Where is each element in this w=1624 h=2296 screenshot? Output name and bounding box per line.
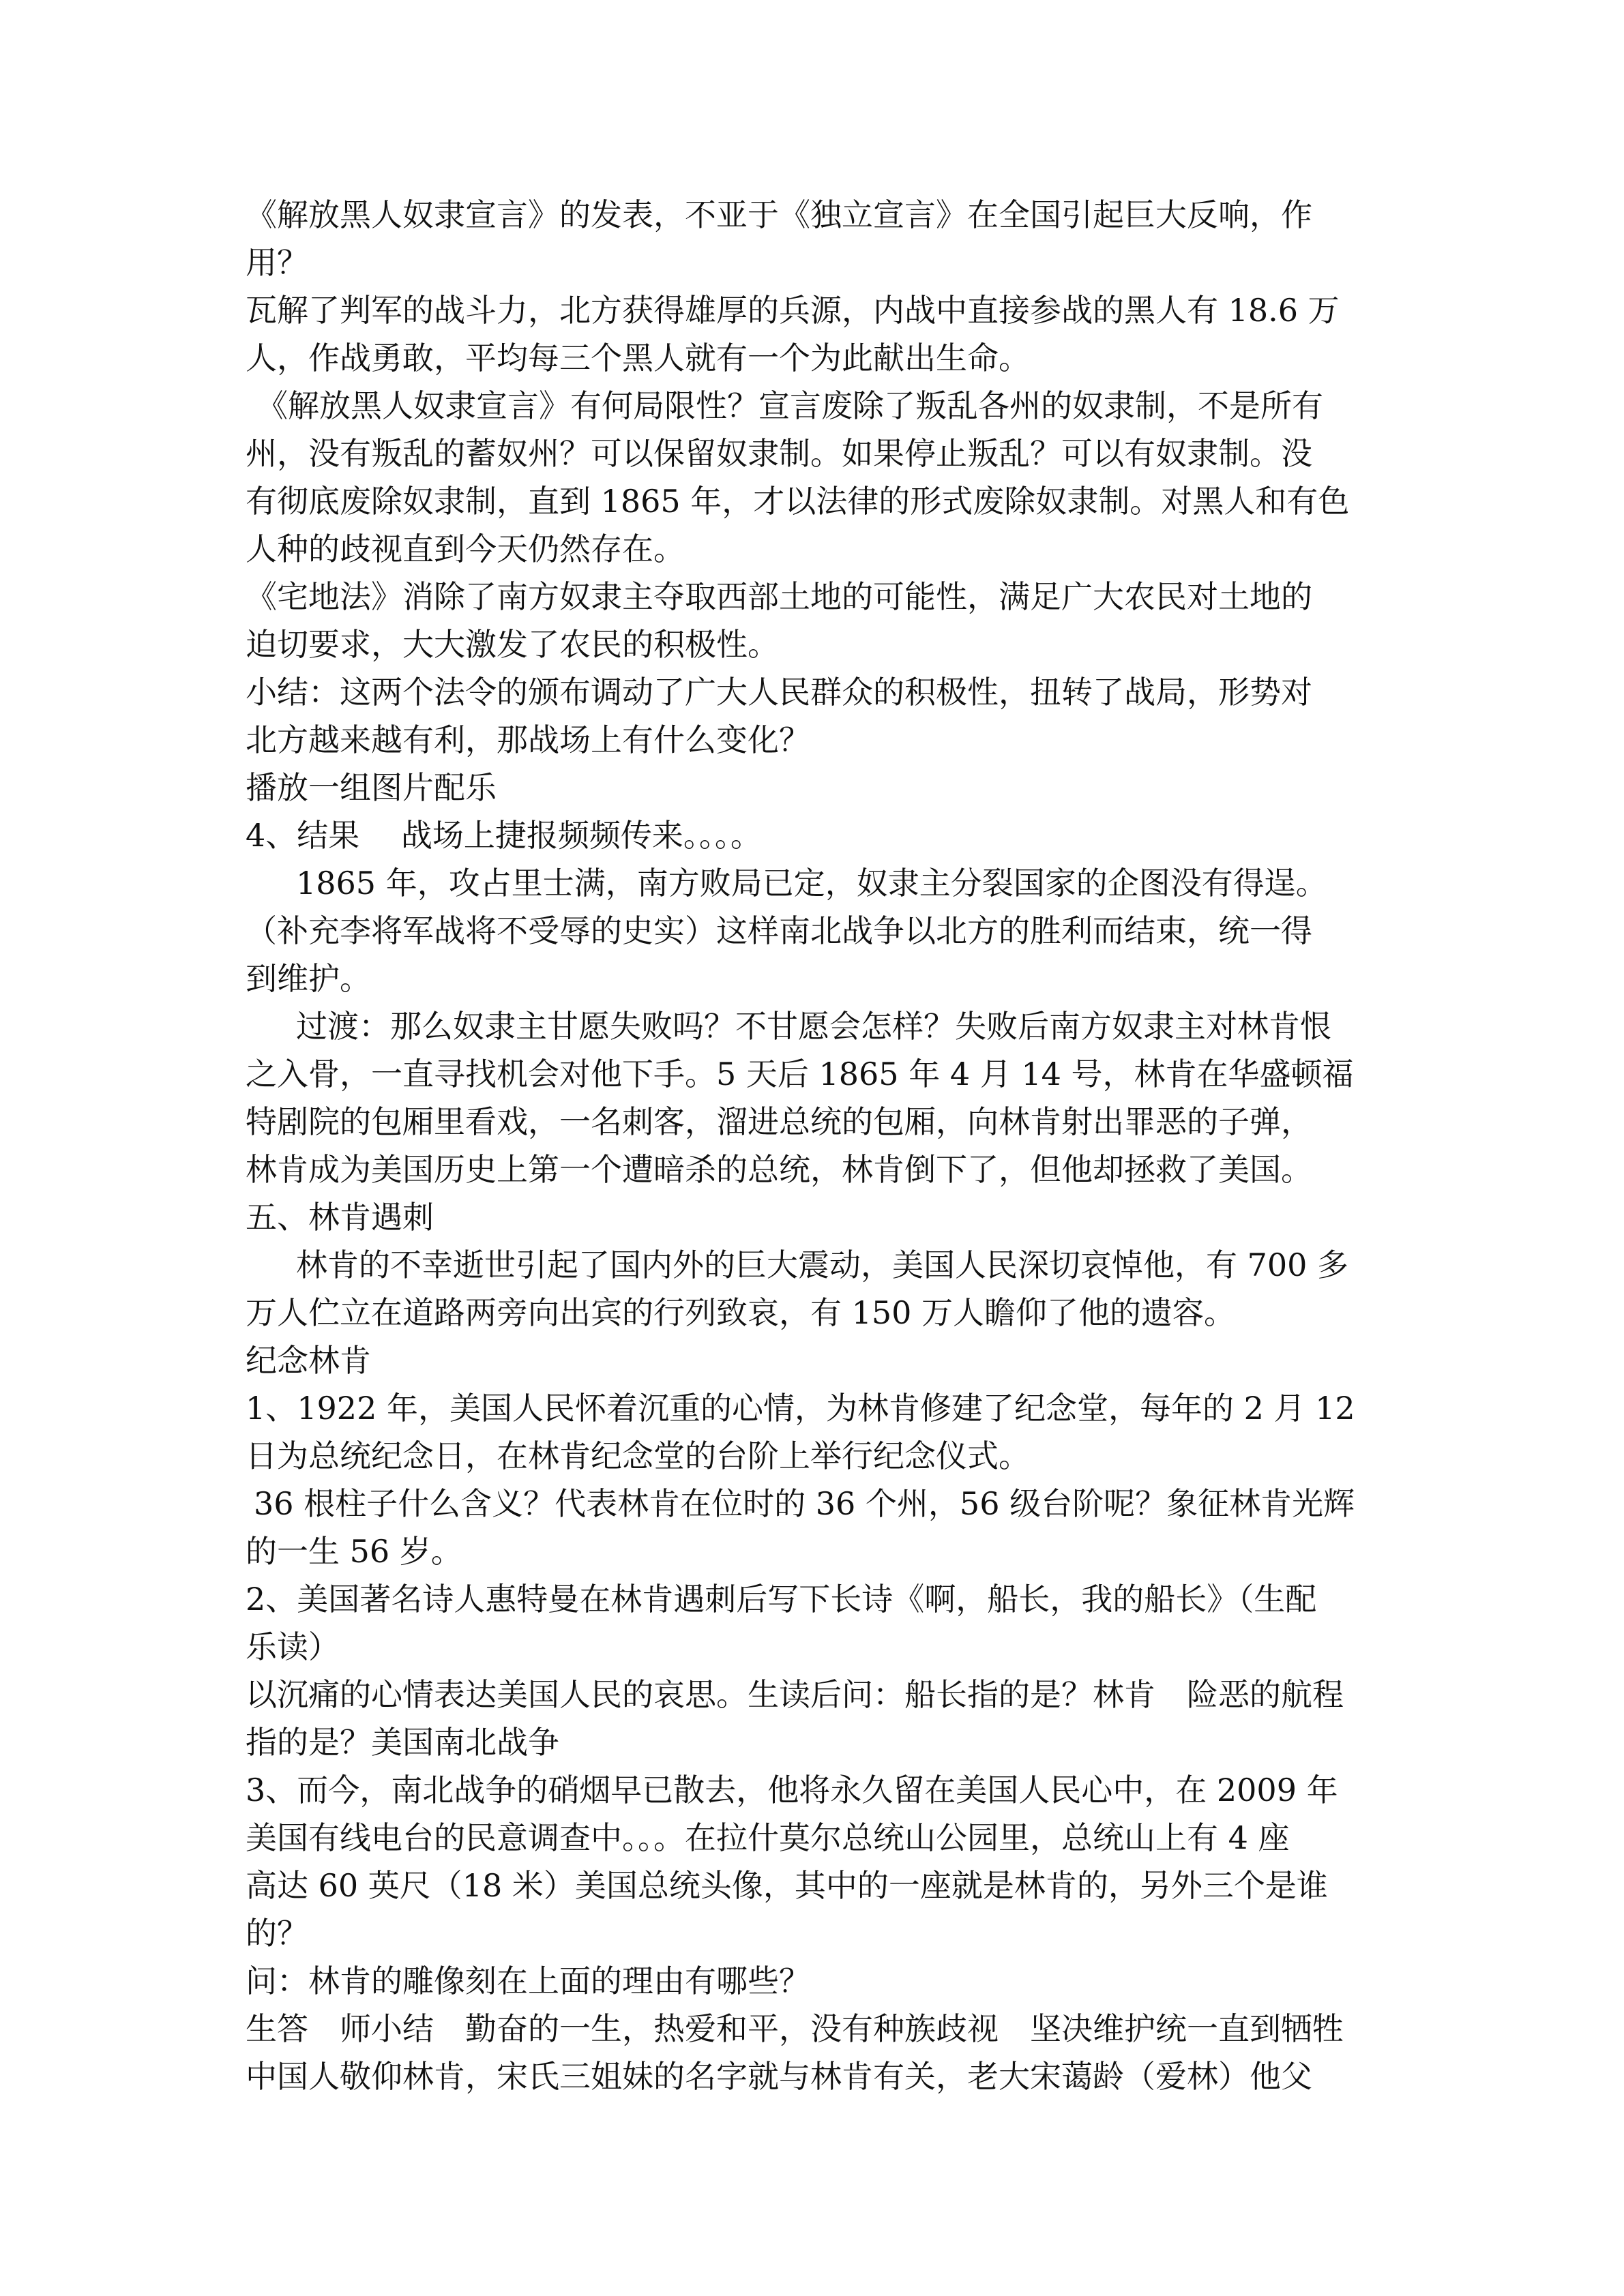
- text-line: 之入骨，一直寻找机会对他下手。5 天后 1865 年 4 月 14 号，林肯在华盛顿福: [246, 1056, 1354, 1092]
- text-line: 《宅地法》消除了南方奴隶主夺取西部土地的可能性，满足广大农民对土地的: [246, 578, 1312, 615]
- text-line: 《解放黑人奴隶宣言》有何局限性？宣言废除了叛乱各州的奴隶制，不是所有: [256, 387, 1323, 424]
- text-line: 州，没有叛乱的蓄奴州？可以保留奴隶制。如果停止叛乱？可以有奴隶制。没: [246, 435, 1312, 472]
- text-line: 万人伫立在道路两旁向出宾的行列致哀，有 150 万人瞻仰了他的遗容。: [246, 1294, 1236, 1331]
- text-line: 用？: [246, 244, 308, 281]
- text-line: 人种的歧视直到今天仍然存在。: [246, 531, 685, 567]
- text-line: 人，作战勇敢，平均每三个黑人就有一个为此献出生命。: [246, 340, 1030, 376]
- text-line: 的？: [246, 1915, 308, 1952]
- text-line: 播放一组图片配乐: [246, 769, 497, 806]
- text-line: 指的是？美国南北战争: [246, 1724, 559, 1761]
- text-line: 的一生 56 岁。: [246, 1533, 462, 1570]
- text-line: 高达 60 英尺（18 米）美国总统头像，其中的一座就是林肯的，另外三个是谁: [246, 1867, 1328, 1904]
- text-line: 北方越来越有利，那战场上有什么变化？: [246, 721, 810, 758]
- text-line: （补充李将军战将不受辱的史实）这样南北战争以北方的胜利而结束，统一得: [246, 912, 1312, 949]
- text-line: 林肯的不幸逝世引起了国内外的巨大震动，美国人民深切哀悼他，有 700 多: [296, 1247, 1349, 1283]
- text-line: 以沉痛的心情表达美国人民的哀思。生读后问：船长指的是？林肯 险恶的航程: [246, 1676, 1344, 1713]
- text-line: 美国有线电台的民意调查中。。。在拉什莫尔总统山公园里，总统山上有 4 座: [246, 1819, 1290, 1856]
- text-line: 4、结果 战场上捷报频频传来。。。。: [246, 817, 762, 854]
- text-line: 林肯成为美国历史上第一个遭暗杀的总统，林肯倒下了，但他却拯救了美国。: [246, 1151, 1312, 1188]
- text-line: 《解放黑人奴隶宣言》的发表，不亚于《独立宣言》在全国引起巨大反响，作: [246, 196, 1312, 233]
- text-line: 过渡：那么奴隶主甘愿失败吗？不甘愿会怎样？失败后南方奴隶主对林肯恨: [296, 1008, 1331, 1045]
- section-heading: 纪念林肯: [246, 1342, 371, 1379]
- text-line: 瓦解了判军的战斗力，北方获得雄厚的兵源，内战中直接参战的黑人有 18.6 万: [246, 292, 1340, 329]
- text-line: 小结：这两个法令的颁布调动了广大人民群众的积极性，扭转了战局，形势对: [246, 674, 1312, 711]
- text-line: 2、美国著名诗人惠特曼在林肯遇刺后写下长诗《啊，船长，我的船长》（生配: [246, 1581, 1317, 1617]
- text-line: 到维护。: [246, 960, 371, 997]
- text-line: 3、而今，南北战争的硝烟早已散去，他将永久留在美国人民心中，在 2009 年: [246, 1772, 1338, 1808]
- text-line: 问：林肯的雕像刻在上面的理由有哪些？: [246, 1963, 810, 1999]
- text-line: 特剧院的包厢里看戏，一名刺客，溜进总统的包厢，向林肯射出罪恶的子弹，: [246, 1103, 1312, 1140]
- text-line: 1865 年，攻占里士满，南方败局已定，奴隶主分裂国家的企图没有得逞。: [296, 865, 1327, 901]
- text-line: 迫切要求，大大激发了农民的积极性。: [246, 626, 779, 663]
- text-line: 1、1922 年，美国人民怀着沉重的心情，为林肯修建了纪念堂，每年的 2 月 12: [246, 1390, 1355, 1427]
- text-line: 生答 师小结 勤奋的一生，热爱和平，没有种族歧视 坚决维护统一直到牺牲: [246, 2010, 1344, 2047]
- section-heading: 五、林肯遇刺: [246, 1199, 434, 1236]
- document-page: [246, 191, 1391, 2100]
- text-line: 中国人敬仰林肯，宋氏三姐妹的名字就与林肯有关，老大宋蔼龄（爱林）他父: [246, 2058, 1312, 2095]
- text-line: 日为总统纪念日，在林肯纪念堂的台阶上举行纪念仪式。: [246, 1437, 1030, 1474]
- text-line: 36 根柱子什么含义？代表林肯在位时的 36 个州，56 级台阶呢？象征林肯光辉: [254, 1485, 1355, 1522]
- text-line: 有彻底废除奴隶制，直到 1865 年，才以法律的形式废除奴隶制。对黑人和有色: [246, 483, 1350, 520]
- text-line: 乐读）: [246, 1628, 340, 1665]
